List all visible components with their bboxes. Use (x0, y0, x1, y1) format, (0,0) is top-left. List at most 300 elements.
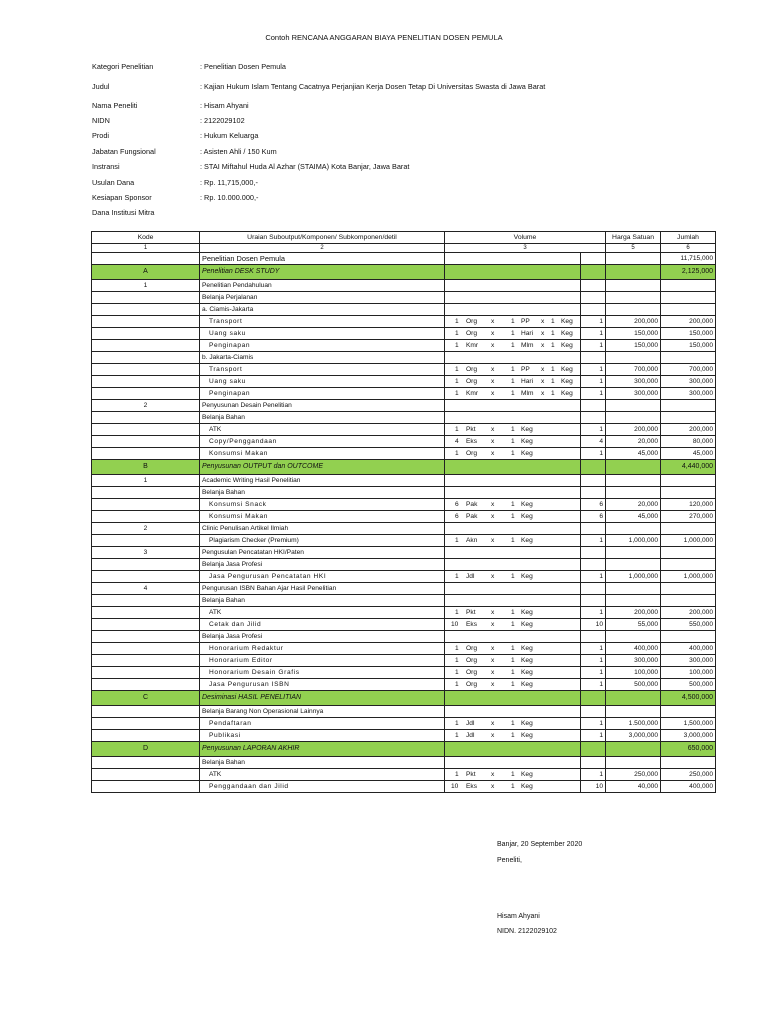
total-cell: 400,000 (661, 781, 716, 793)
meta-label: Kategori Penelitian (92, 62, 154, 71)
total-cell (661, 547, 716, 559)
item-row (92, 718, 716, 730)
volume-part: Org (466, 681, 477, 688)
quantity-cell: 1 (581, 607, 606, 619)
unit-price-cell: 3,000,000 (606, 730, 661, 742)
kode-cell (92, 436, 200, 448)
volume-part: Keg (521, 513, 533, 520)
total-cell: 120,000 (661, 499, 716, 511)
total-cell: 400,000 (661, 643, 716, 655)
quantity-cell: 1 (581, 316, 606, 328)
total-cell: 3,000,000 (661, 730, 716, 742)
total-cell (661, 280, 716, 292)
unit-price-cell: 150,000 (606, 328, 661, 340)
item-row (92, 619, 716, 631)
volume-part: 1 (551, 318, 555, 325)
volume-cell (445, 559, 581, 571)
unit-price-cell: 300,000 (606, 388, 661, 400)
description-cell: Belanja Jasa Profesi (200, 559, 445, 571)
volume-cell (445, 448, 581, 460)
volume-cell (445, 742, 581, 757)
unit-price-cell: 200,000 (606, 607, 661, 619)
volume-part: Org (466, 330, 477, 337)
quantity-cell: 1 (581, 535, 606, 547)
volume-breakdown (447, 679, 578, 690)
meta-label: Jabatan Fungsional (92, 147, 156, 156)
volume-part: 1 (551, 342, 555, 349)
volume-cell (445, 265, 581, 280)
volume-breakdown (447, 340, 578, 351)
signature-role: Peneliti, (497, 857, 522, 864)
item-row (92, 571, 716, 583)
volume-part: x (491, 501, 495, 508)
item-row (92, 535, 716, 547)
description-cell: Academic Writing Hasil Penelitian (200, 475, 445, 487)
kode-cell (92, 253, 200, 265)
total-cell (661, 352, 716, 364)
volume-part: 4 (455, 438, 459, 445)
volume-breakdown (447, 364, 578, 375)
quantity-cell: 1 (581, 328, 606, 340)
volume-part: Keg (561, 390, 573, 397)
kode-cell: 1 (92, 280, 200, 292)
total-cell: 300,000 (661, 388, 716, 400)
total-cell: 250,000 (661, 769, 716, 781)
quantity-cell (581, 757, 606, 769)
description-cell: Belanja Bahan (200, 757, 445, 769)
kode-cell (92, 424, 200, 436)
volume-cell (445, 547, 581, 559)
unit-price-cell: 200,000 (606, 316, 661, 328)
volume-part: 1 (511, 681, 515, 688)
volume-part: 1 (455, 771, 459, 778)
item-row (92, 340, 716, 352)
volume-breakdown (447, 316, 578, 327)
volume-cell (445, 292, 581, 304)
volume-part: 1 (455, 366, 459, 373)
meta-value: : Kajian Hukum Islam Tentang Cacatnya Perjanjian Kerja Dosen Tetap Di Universitas Swasta di Jawa Barat (200, 82, 546, 91)
volume-part: PP (521, 366, 530, 373)
volume-part: 1 (455, 378, 459, 385)
volume-breakdown (447, 643, 578, 654)
volume-part: 1 (511, 657, 515, 664)
volume-part: Keg (521, 573, 533, 580)
description-cell: Transport (200, 364, 445, 376)
quantity-cell (581, 742, 606, 757)
item-row (92, 448, 716, 460)
volume-part: 1 (511, 330, 515, 337)
total-cell: 1,500,000 (661, 718, 716, 730)
volume-cell (445, 424, 581, 436)
table-row (92, 595, 716, 607)
total-cell: 550,000 (661, 619, 716, 631)
quantity-cell: 6 (581, 499, 606, 511)
description-cell: Belanja Bahan (200, 412, 445, 424)
volume-cell (445, 757, 581, 769)
column-number: 1 (92, 244, 200, 253)
volume-part: Keg (521, 645, 533, 652)
total-cell: 45,000 (661, 448, 716, 460)
meta-label: Nama Peneliti (92, 101, 138, 110)
volume-cell (445, 667, 581, 679)
total-cell: 200,000 (661, 607, 716, 619)
volume-part: Keg (521, 720, 533, 727)
volume-breakdown (447, 655, 578, 666)
volume-part: Keg (521, 426, 533, 433)
volume-part: Keg (561, 330, 573, 337)
volume-part: 1 (455, 681, 459, 688)
kode-cell (92, 535, 200, 547)
item-row (92, 607, 716, 619)
volume-part: 1 (511, 438, 515, 445)
unit-price-cell (606, 475, 661, 487)
kode-cell: 4 (92, 583, 200, 595)
description-cell: Transport (200, 316, 445, 328)
volume-cell (445, 499, 581, 511)
unit-price-cell (606, 253, 661, 265)
total-cell (661, 292, 716, 304)
unit-price-cell: 500,000 (606, 679, 661, 691)
meta-value: : Hisam Ahyani (200, 101, 249, 110)
unit-price-cell: 300,000 (606, 655, 661, 667)
description-cell: Belanja Bahan (200, 487, 445, 499)
description-cell: Belanja Barang Non Operasional Lainnya (200, 706, 445, 718)
volume-part: Kmr (466, 390, 479, 397)
item-row (92, 316, 716, 328)
unit-price-cell (606, 757, 661, 769)
meta-value: : 2122029102 (200, 116, 245, 125)
item-row (92, 730, 716, 742)
volume-part: Keg (561, 366, 573, 373)
kode-cell (92, 316, 200, 328)
volume-part: x (491, 513, 495, 520)
volume-part: Keg (561, 318, 573, 325)
kode-cell (92, 412, 200, 424)
volume-part: Org (466, 645, 477, 652)
quantity-cell (581, 280, 606, 292)
unit-price-cell (606, 487, 661, 499)
document-title: Contoh RENCANA ANGGARAN BIAYA PENELITIAN DOSEN PEMULA (265, 33, 503, 42)
description-cell: Penelitian DESK STUDY (200, 265, 445, 280)
quantity-cell (581, 595, 606, 607)
volume-part: 1 (511, 501, 515, 508)
description-cell: Plagiarism Checker (Premium) (200, 535, 445, 547)
meta-label: Usulan Dana (92, 178, 135, 187)
description-cell: Honorarium Editor (200, 655, 445, 667)
volume-part: 1 (511, 771, 515, 778)
volume-cell (445, 655, 581, 667)
description-cell: Pendaftaran (200, 718, 445, 730)
volume-part: Keg (561, 378, 573, 385)
volume-part: x (491, 720, 495, 727)
volume-part: Mlm (521, 390, 534, 397)
volume-part: x (491, 438, 495, 445)
volume-cell (445, 280, 581, 292)
volume-part: 1 (511, 318, 515, 325)
volume-part: 1 (511, 621, 515, 628)
header-harga-satuan: Harga Satuan (606, 232, 661, 244)
table-row (92, 304, 716, 316)
item-row (92, 655, 716, 667)
volume-part: 1 (511, 513, 515, 520)
unit-price-cell: 200,000 (606, 424, 661, 436)
unit-price-cell (606, 400, 661, 412)
total-cell: 100,000 (661, 667, 716, 679)
volume-part: x (491, 330, 495, 337)
table-row (92, 583, 716, 595)
volume-part: x (491, 318, 495, 325)
total-cell: 200,000 (661, 424, 716, 436)
volume-part: 1 (511, 537, 515, 544)
item-row (92, 436, 716, 448)
meta-value: : Rp. 11,715,000,- (200, 178, 258, 187)
table-row (92, 631, 716, 643)
volume-part: x (491, 669, 495, 676)
volume-breakdown (447, 376, 578, 387)
unit-price-cell (606, 412, 661, 424)
volume-part: x (541, 390, 545, 397)
volume-part: 1 (511, 390, 515, 397)
volume-part: 10 (451, 783, 459, 790)
unit-price-cell (606, 559, 661, 571)
volume-breakdown (447, 448, 578, 459)
volume-part: 1 (455, 450, 459, 457)
volume-part: 1 (511, 720, 515, 727)
volume-part: Pkt (466, 426, 476, 433)
kode-cell (92, 376, 200, 388)
volume-part: x (491, 537, 495, 544)
description-cell: ATK (200, 424, 445, 436)
quantity-cell: 10 (581, 781, 606, 793)
quantity-cell (581, 523, 606, 535)
volume-part: Pkt (466, 771, 476, 778)
volume-cell (445, 718, 581, 730)
volume-part: 1 (551, 378, 555, 385)
volume-part: Keg (521, 621, 533, 628)
volume-part: 1 (455, 720, 459, 727)
unit-price-cell (606, 292, 661, 304)
description-cell: Penginapan (200, 340, 445, 352)
quantity-cell: 1 (581, 571, 606, 583)
table-row (92, 547, 716, 559)
table-row (92, 253, 716, 265)
table-row (92, 475, 716, 487)
volume-part: 1 (455, 573, 459, 580)
quantity-cell (581, 400, 606, 412)
volume-part: Keg (521, 609, 533, 616)
total-cell (661, 595, 716, 607)
unit-price-cell (606, 595, 661, 607)
description-cell: Desiminasi HASIL PENELITIAN (200, 691, 445, 706)
total-cell: 150,000 (661, 340, 716, 352)
description-cell: Pengusulan Pencatatan HKI/Paten (200, 547, 445, 559)
section-row (92, 265, 716, 280)
item-row (92, 769, 716, 781)
item-row (92, 679, 716, 691)
section-row (92, 742, 716, 757)
total-cell: 650,000 (661, 742, 716, 757)
meta-value: : Asisten Ahli / 150 Kum (200, 147, 277, 156)
kode-cell (92, 781, 200, 793)
total-cell (661, 559, 716, 571)
volume-part: Akn (466, 537, 478, 544)
volume-cell (445, 511, 581, 523)
volume-cell (445, 364, 581, 376)
volume-cell (445, 631, 581, 643)
volume-part: Org (466, 450, 477, 457)
description-cell: Konsumsi Makan (200, 448, 445, 460)
volume-part: Kmr (466, 342, 479, 349)
kode-cell (92, 352, 200, 364)
quantity-cell (581, 487, 606, 499)
total-cell (661, 631, 716, 643)
volume-part: x (491, 771, 495, 778)
volume-part: x (491, 573, 495, 580)
volume-part: Keg (521, 669, 533, 676)
total-cell (661, 400, 716, 412)
column-number: 3 (445, 244, 606, 253)
volume-part: x (491, 426, 495, 433)
quantity-cell (581, 475, 606, 487)
volume-breakdown (447, 535, 578, 546)
table-row (92, 292, 716, 304)
volume-cell (445, 730, 581, 742)
volume-part: 1 (551, 330, 555, 337)
volume-part: Org (466, 657, 477, 664)
volume-part: Jdl (466, 732, 475, 739)
volume-cell (445, 583, 581, 595)
header-uraian: Uraian Suboutput/Komponen/ Subkomponen/detil (200, 232, 445, 244)
volume-part: Keg (521, 501, 533, 508)
total-cell: 1,000,000 (661, 571, 716, 583)
description-cell: Honorarium Redaktur (200, 643, 445, 655)
header-jumlah: Jumlah (661, 232, 716, 244)
quantity-cell (581, 253, 606, 265)
volume-part: Keg (521, 657, 533, 664)
description-cell: Konsumsi Snack (200, 499, 445, 511)
kode-cell: 2 (92, 400, 200, 412)
signature-name: Hisam Ahyani (497, 913, 540, 920)
unit-price-cell: 1,000,000 (606, 535, 661, 547)
meta-label: Instransi (92, 162, 120, 171)
volume-part: x (491, 657, 495, 664)
total-cell: 270,000 (661, 511, 716, 523)
volume-cell (445, 253, 581, 265)
volume-breakdown (447, 769, 578, 780)
description-cell: Publikasi (200, 730, 445, 742)
description-cell: Penelitian Pendahuluan (200, 280, 445, 292)
volume-part: 1 (551, 390, 555, 397)
volume-cell (445, 691, 581, 706)
volume-breakdown (447, 718, 578, 729)
table-row (92, 352, 716, 364)
total-cell: 700,000 (661, 364, 716, 376)
kode-cell (92, 730, 200, 742)
total-cell (661, 412, 716, 424)
volume-part: x (491, 783, 495, 790)
volume-cell (445, 523, 581, 535)
volume-part: 10 (451, 621, 459, 628)
quantity-cell (581, 412, 606, 424)
total-cell: 2,125,000 (661, 265, 716, 280)
kode-cell (92, 328, 200, 340)
quantity-cell: 1 (581, 655, 606, 667)
quantity-cell (581, 559, 606, 571)
item-row (92, 511, 716, 523)
volume-breakdown (447, 571, 578, 582)
description-cell: ATK (200, 769, 445, 781)
kode-cell (92, 769, 200, 781)
total-cell: 4,500,000 (661, 691, 716, 706)
quantity-cell: 1 (581, 730, 606, 742)
unit-price-cell: 700,000 (606, 364, 661, 376)
kode-cell: B (92, 460, 200, 475)
kode-cell (92, 619, 200, 631)
kode-cell (92, 559, 200, 571)
volume-breakdown (447, 730, 578, 741)
volume-part: 1 (511, 450, 515, 457)
kode-cell (92, 511, 200, 523)
volume-part: 6 (455, 501, 459, 508)
volume-cell (445, 643, 581, 655)
volume-part: Hari (521, 330, 534, 337)
meta-value: : Hukum Keluarga (200, 131, 259, 140)
volume-cell (445, 607, 581, 619)
description-cell: Copy/Penggandaan (200, 436, 445, 448)
item-row (92, 667, 716, 679)
description-cell: b. Jakarta-Ciamis (200, 352, 445, 364)
unit-price-cell (606, 523, 661, 535)
kode-cell (92, 487, 200, 499)
quantity-cell: 1 (581, 364, 606, 376)
volume-cell (445, 340, 581, 352)
description-cell: Penyusunan Desain Penelitian (200, 400, 445, 412)
kode-cell (92, 607, 200, 619)
volume-part: Org (466, 366, 477, 373)
kode-cell: 3 (92, 547, 200, 559)
unit-price-cell (606, 547, 661, 559)
table-row (92, 523, 716, 535)
volume-part: 1 (455, 609, 459, 616)
total-cell (661, 487, 716, 499)
total-cell (661, 757, 716, 769)
unit-price-cell (606, 352, 661, 364)
kode-cell (92, 595, 200, 607)
total-cell: 150,000 (661, 328, 716, 340)
unit-price-cell: 20,000 (606, 499, 661, 511)
volume-part: 1 (455, 732, 459, 739)
volume-cell (445, 400, 581, 412)
volume-cell (445, 388, 581, 400)
volume-cell (445, 436, 581, 448)
volume-part: Pak (466, 501, 478, 508)
description-cell: Honorarium Desain Grafis (200, 667, 445, 679)
volume-part: Keg (521, 732, 533, 739)
table-row (92, 559, 716, 571)
volume-cell (445, 619, 581, 631)
unit-price-cell (606, 631, 661, 643)
volume-part: 1 (511, 378, 515, 385)
volume-breakdown (447, 499, 578, 510)
volume-cell (445, 595, 581, 607)
total-cell (661, 523, 716, 535)
volume-part: 1 (455, 537, 459, 544)
kode-cell (92, 388, 200, 400)
description-cell: Penyusunan OUTPUT dan OUTCOME (200, 460, 445, 475)
volume-part: x (541, 378, 545, 385)
kode-cell: 1 (92, 475, 200, 487)
meta-label: NIDN (92, 116, 110, 125)
